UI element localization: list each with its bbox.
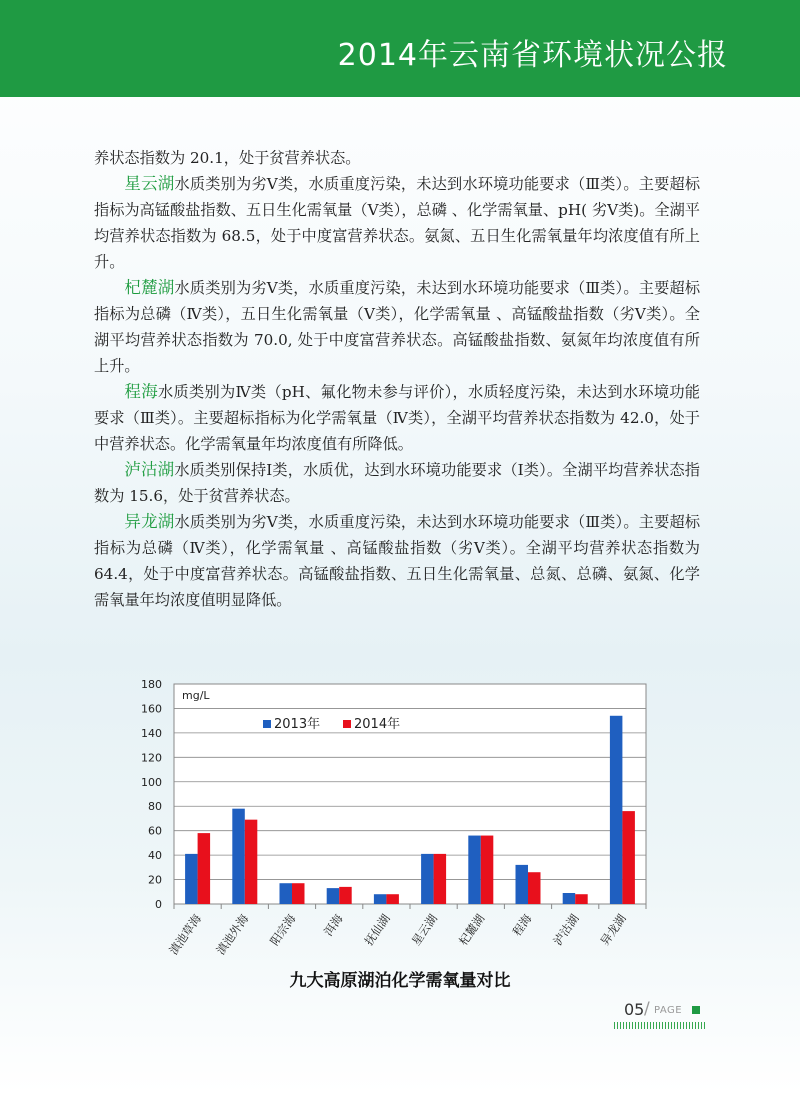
- legend-swatch-2014: [343, 720, 351, 728]
- chart-svg: [120, 670, 660, 965]
- lake-name: 杞麓湖: [124, 278, 175, 297]
- lake-name: 程海: [124, 382, 158, 401]
- y-tick-label: 20: [148, 873, 162, 887]
- x-tick-label: 阳宗海: [267, 911, 299, 948]
- page-number: 05: [624, 1000, 645, 1019]
- cod-bar-chart: [120, 670, 660, 965]
- bar-2014: [386, 894, 399, 904]
- y-tick-label: 60: [148, 824, 162, 838]
- header-bar: [0, 0, 800, 97]
- bar-2014: [434, 854, 447, 904]
- paragraph-text: 水质类别为劣Ⅴ类，水质重度污染，未达到水环境功能要求（Ⅲ类）。主要超标指标为总磷（Ⅳ类），化学需氧量 、高锰酸盐指数（劣Ⅴ类）。全湖平均营养状态指数为 64.4，处于中度富营养状态。高锰酸盐指数、五日生化需氧量、总氮、总磷、氨氮、化学需氧量年均浓度值明显降低。: [94, 513, 701, 609]
- page-label: PAGE: [654, 1005, 683, 1016]
- chart-title: 九大高原湖泊化学需氧量对比: [289, 971, 511, 991]
- y-tick-label: 80: [148, 800, 162, 814]
- x-tick-label: 洱海: [320, 911, 346, 939]
- report-title: 2014年云南省环境状况公报: [337, 38, 728, 73]
- lake-name: 异龙湖: [124, 512, 175, 531]
- legend-swatch-2013: [263, 720, 271, 728]
- bar-2013: [468, 836, 481, 904]
- x-tick-label: 杞麓湖: [456, 911, 488, 948]
- lake-name: 泸沽湖: [124, 460, 175, 479]
- bar-2013: [232, 809, 245, 904]
- lake-name: 星云湖: [124, 174, 175, 193]
- page-slash-divider: /: [644, 999, 650, 1019]
- paragraph-text: 水质类别为劣Ⅴ类，水质重度污染，未达到水环境功能要求（Ⅲ类）。主要超标指标为高锰酸盐指数、五日生化需氧量（Ⅴ类），总磷 、化学需氧量、pH( 劣Ⅴ类)。全湖平均营养状态指数为 68.5，处于中度富营养状态。氨氮、五日生化需氧量年均浓度值有所上升。: [94, 175, 701, 271]
- page-square-mark: [692, 1006, 700, 1014]
- y-tick-label: 0: [155, 898, 162, 911]
- bar-2014: [198, 833, 211, 904]
- y-tick-label: 180: [141, 678, 162, 691]
- legend-label: 2014年: [354, 717, 401, 732]
- body-text: [94, 145, 700, 613]
- bar-2014: [528, 872, 541, 904]
- paragraph-text: 水质类别为劣Ⅴ类，水质重度污染，未达到水环境功能要求（Ⅲ类）。主要超标指标为总磷（Ⅳ类），五日生化需氧量（Ⅴ类），化学需氧量 、高锰酸盐指数（劣Ⅴ类）。全湖平均营养状态指数为 70.0, 处于中度富营养状态。高锰酸盐指数、氨氮年均浓度值有所上升。: [94, 279, 701, 375]
- paragraph-chenghai: [94, 379, 700, 457]
- paragraph-text: 水质类别为Ⅳ类（pH、氟化物未参与评价），水质轻度污染，未达到水环境功能要求（Ⅲ类）。主要超标指标为化学需氧量（Ⅳ类），全湖平均营养状态指数为 42.0，处于中营养状态。化学需氧量年均浓度值有所降低。: [94, 383, 700, 453]
- y-tick-label: 160: [141, 702, 162, 716]
- page-stripe-bar: [614, 1022, 706, 1029]
- bar-2014: [339, 887, 352, 904]
- bar-2014: [622, 811, 635, 904]
- bar-2013: [421, 854, 434, 904]
- x-tick-label: 程海: [509, 911, 535, 939]
- y-tick-label: 140: [141, 726, 162, 740]
- bar-2013: [327, 888, 340, 904]
- bar-2013: [516, 865, 529, 904]
- bar-2013: [185, 854, 198, 904]
- y-axis-unit: mg/L: [182, 689, 210, 702]
- paragraph-text: 水质类别保持Ⅰ类，水质优，达到水环境功能要求（Ⅰ类）。全湖平均营养状态指数为 15.6，处于贫营养状态。: [94, 461, 700, 505]
- page-footer: [612, 1000, 704, 1034]
- bar-2013: [374, 894, 387, 904]
- paragraph-continuation: 养状态指数为 20.1，处于贫营养状态。: [94, 149, 361, 167]
- paragraph-yilong: [94, 509, 700, 613]
- bar-2013: [280, 883, 293, 904]
- paragraph-lugu: [94, 457, 700, 509]
- x-tick-label: 抚仙湖: [361, 911, 393, 948]
- paragraph-qilu: [94, 275, 700, 379]
- paragraph-xingyun: [94, 171, 700, 275]
- bar-2013: [563, 893, 576, 904]
- x-tick-label: 异龙湖: [597, 911, 629, 948]
- y-tick-label: 120: [141, 751, 162, 765]
- y-tick-label: 100: [141, 775, 162, 789]
- bar-2014: [481, 836, 494, 904]
- x-tick-label: 滇池外海: [213, 911, 252, 958]
- legend-label: 2013年: [274, 717, 321, 732]
- x-tick-label: 泸沽湖: [550, 911, 582, 948]
- y-tick-label: 40: [148, 849, 162, 863]
- bar-2013: [610, 716, 623, 904]
- bar-2014: [245, 820, 257, 904]
- x-tick-label: 滇池草海: [166, 911, 205, 958]
- bar-2014: [575, 894, 588, 904]
- x-tick-label: 星云湖: [408, 911, 441, 948]
- bar-2014: [292, 883, 305, 904]
